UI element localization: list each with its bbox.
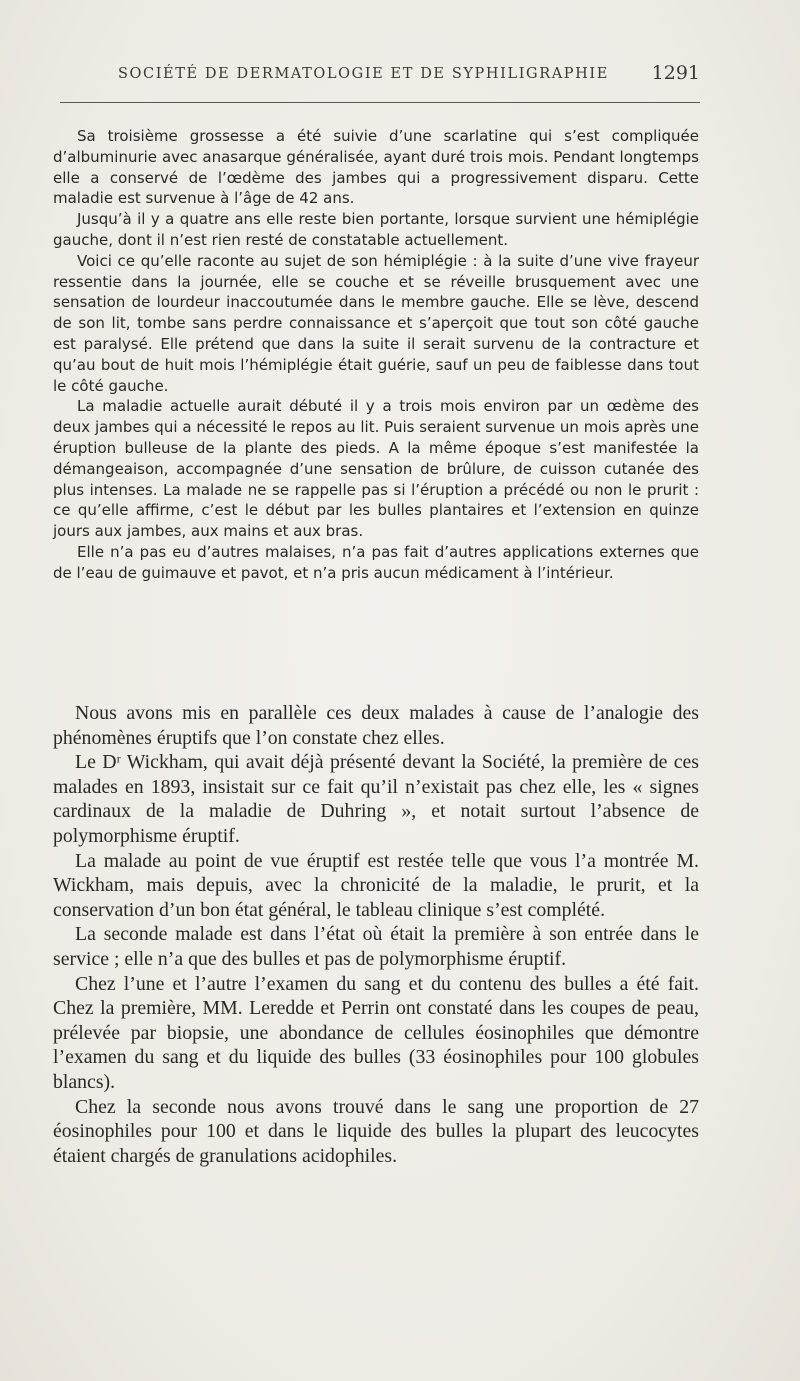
- paragraph: Elle n’a pas eu d’autres malaises, n’a pas fait d’autres applications externes que de l’eau de guimauve et pavot, et n’a pris aucun médicament à l’intérieur.: [53, 542, 699, 582]
- paragraph: La maladie actuelle aurait débuté il y a trois mois environ par un œdème des deux jambes qui a nécessité le repos au lit. Puis seraient survenue un mois après une éruption bulleuse de la plante des pieds. A la même époque s’est manifestée la démangeaison, accompagnée d’une sensation de brûlure, de cuisson cutanée des plus intenses. La malade ne se rappelle pas si l’éruption a précédé ou non le prurit : ce qu’elle affirme, c’est le début par les bulles plantaires et l’extension en quinze jours aux jambes, aux mains et aux bras.: [53, 397, 699, 541]
- paragraph: La malade au point de vue éruptif est restée telle que vous l’a montrée M. Wickham, mais depuis, avec la chronicité de la maladie, le prurit, et la conservation d’un bon état général, le tableau clinique s’est complété.: [53, 849, 699, 921]
- case-history-block: [53, 126, 699, 584]
- running-head: SOCIÉTÉ DE DERMATOLOGIE ET DE SYPHILIGRAPHIE: [118, 66, 609, 82]
- page-number: 1291: [651, 62, 700, 84]
- paragraph: Chez l’une et l’autre l’examen du sang et du contenu des bulles a été fait. Chez la première, MM. Leredde et Perrin ont constaté dans les coupes de peau, prélevée par biopsie, une abondance de cellules éosinophiles que démontre l’examen du sang et du liquide des bulles (33 éosinophiles pour 100 globules blancs).: [53, 972, 699, 1093]
- discussion-block: [53, 701, 699, 1168]
- paragraph: Le Dʳ Wickham, qui avait déjà présenté devant la Société, la première de ces malades en 1893, insistait sur ce fait qu’il n’existait pas chez elle, les « signes cardinaux de la maladie de Duhring », et notait surtout l’absence de polymorphisme éruptif.: [53, 751, 699, 847]
- paragraph: Sa troisième grossesse a été suivie d’une scarlatine qui s’est compliquée d’albuminurie avec anasarque généralisée, ayant duré trois mois. Pendant longtemps elle a conservé de l’œdème des jambes qui a progressivement disparu. Cette maladie est survenue à l’âge de 42 ans.: [53, 127, 699, 208]
- page-header: [60, 62, 700, 92]
- paragraph: Voici ce qu’elle raconte au sujet de son hémiplégie : à la suite d’une vive frayeur ressentie dans la journée, elle se couche et se réveille brusquement avec une sensation de lourdeur inaccoutumée dans le membre gauche. Elle se lève, descend de son lit, tombe sans perdre connaissance et s’aperçoit que tout son côté gauche est paralysé. Elle prétend que dans la suite il serait survenu de la contracture et qu’au bout de huit mois l’hémiplégie était guérie, sauf un peu de faiblesse dans tout le côté gauche.: [53, 251, 699, 395]
- paragraph: Chez la seconde nous avons trouvé dans le sang une proportion de 27 éosinophiles pour 100 et dans le liquide des bulles la plupart des leucocytes étaient chargés de granulations acidophiles.: [53, 1095, 699, 1167]
- paragraph: Nous avons mis en parallèle ces deux malades à cause de l’analogie des phénomènes éruptifs que l’on constate chez elles.: [53, 702, 699, 749]
- paragraph: Jusqu’à il y a quatre ans elle reste bien portante, lorsque survient une hémiplégie gauche, dont il n’est rien resté de constatable actuellement.: [53, 210, 699, 249]
- header-rule: [60, 102, 700, 103]
- paragraph: La seconde malade est dans l’état où était la première à son entrée dans le service ; elle n’a que des bulles et pas de polymorphisme éruptif.: [53, 923, 699, 970]
